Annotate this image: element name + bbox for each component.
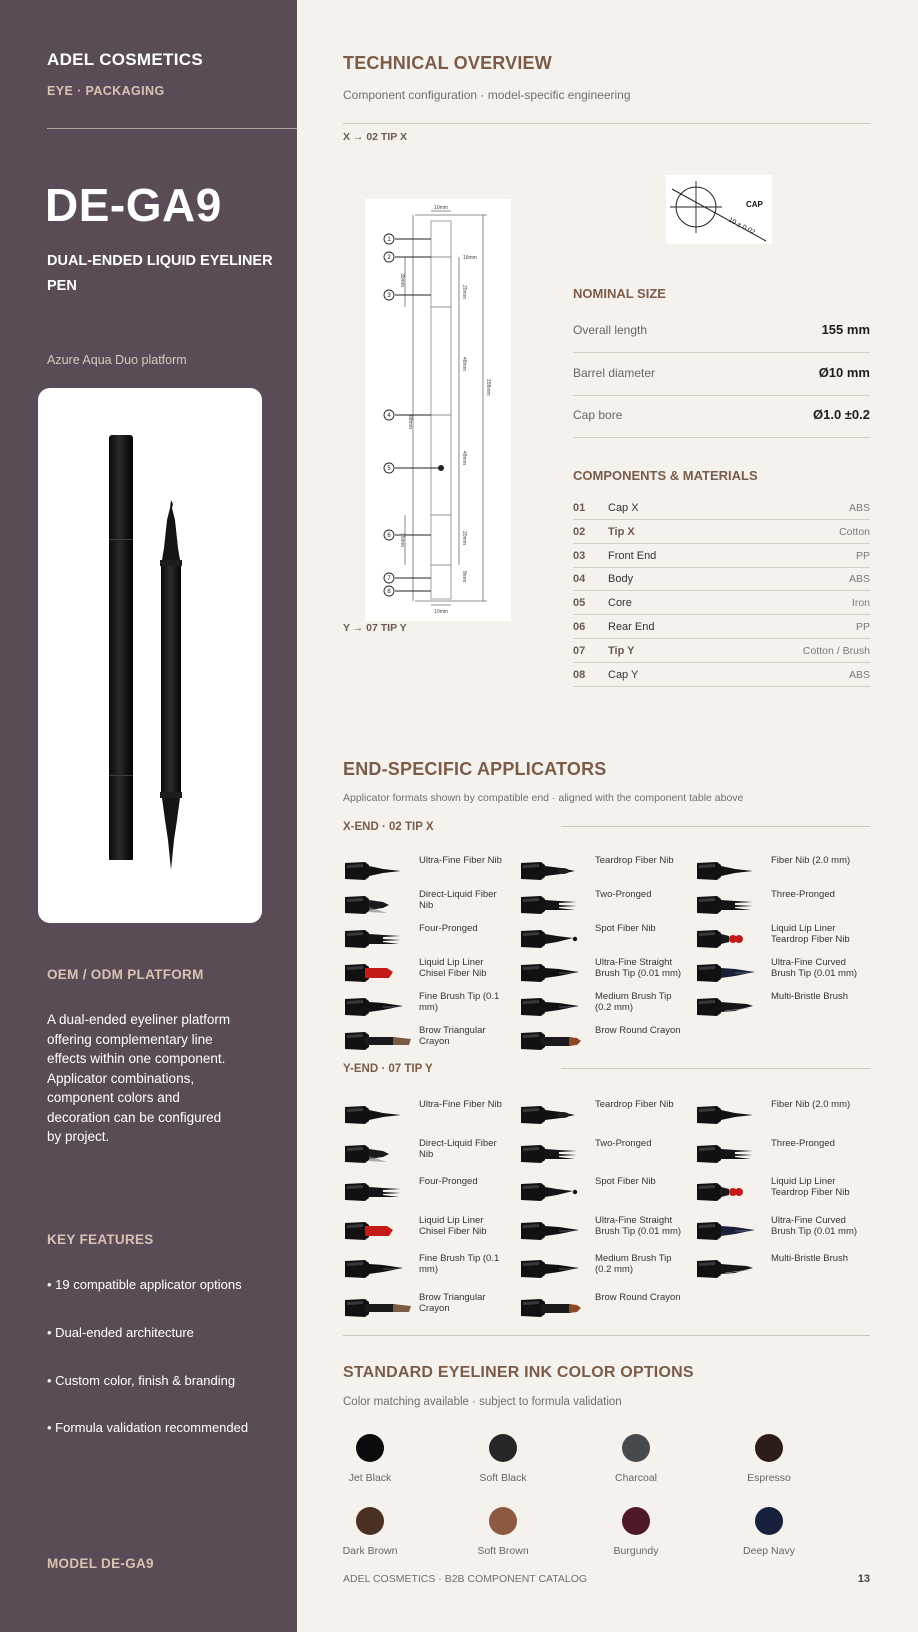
applicator-label: Multi-Bristle Brush [771,1253,849,1265]
applicator-option [519,1213,694,1247]
component-row [573,567,870,591]
applicator-label: Ultra-Fine Straight Brush Tip (0.01 mm) [595,1214,682,1237]
applicator-option [343,1097,518,1131]
swatch-name: Charcoal [614,1472,658,1484]
applicator-tip-icon [519,1296,589,1320]
brand-name: ADEL COSMETICS [47,50,203,69]
applicator-option [519,1174,694,1208]
svg-text:8mm: 8mm [461,571,467,583]
component-name: Tip X [608,525,635,538]
swatch-name: Soft Black [479,1472,527,1484]
spec-label: Cap bore [573,408,623,422]
applicator-tip-icon [519,1257,589,1281]
svg-text:1: 1 [387,237,391,243]
applicator-tip-icon [519,1142,589,1166]
applicator-option [695,1174,870,1208]
color-swatch [714,1434,824,1494]
applicator-option [695,989,870,1023]
component-number: 06 [573,621,586,633]
applicator-option [519,921,694,955]
applicator-label: Three-Pronged [771,889,835,900]
applicator-label: Spot Fiber Nib [595,1176,656,1188]
x-end-label: X-END · 02 TIP X [343,821,434,833]
component-material: ABS [848,502,870,514]
applicator-tip-icon [343,961,413,985]
applicator-tip-icon [519,995,589,1019]
color-swatch [315,1434,425,1494]
applicators-subtitle: Applicator formats shown by compatible end · aligned with the component table above [343,792,744,804]
svg-text:7: 7 [387,576,391,582]
applicator-option [343,853,518,887]
svg-text:16mm: 16mm [463,255,477,261]
page-number: 13 [857,1573,870,1585]
component-name: Body [608,573,634,586]
component-row [573,615,870,639]
applicator-option [519,989,694,1023]
product-photo [38,388,262,923]
swatch-name: Dark Brown [342,1545,398,1557]
applicator-option [695,1136,870,1170]
technical-drawing [365,199,511,621]
component-number: 02 [573,525,586,538]
svg-text:35mm: 35mm [399,533,405,547]
swatch-name: Espresso [747,1472,791,1484]
applicator-option [695,1097,870,1131]
component-material: ABS [848,573,870,586]
nominal-size-title: NOMINAL SIZE [573,286,666,301]
applicator-option [519,1251,694,1285]
applicator-option [343,1251,518,1285]
color-swatch [448,1434,558,1494]
svg-text:4: 4 [387,413,391,419]
svg-text:6: 6 [387,533,391,539]
swatch-dot [755,1507,783,1535]
applicator-tip-icon [695,1219,765,1243]
applicator-label: Liquid Lip Liner Teardrop Fiber Nib [771,1176,850,1199]
component-row [573,496,870,520]
applicator-tip-icon [343,1103,413,1127]
applicator-option [519,1097,694,1131]
color-swatch [581,1434,691,1494]
applicator-label: Liquid Lip Liner Chisel Fiber Nib [419,1214,487,1237]
applicator-option [519,1136,694,1170]
applicator-option [695,887,870,921]
colors-subtitle: Color matching available · subject to formula validation [343,1396,622,1408]
applicator-tip-icon [695,1103,765,1127]
divider [47,128,297,129]
applicator-label: Fine Brush Tip (0.1 mm) [419,991,500,1013]
component-row [573,591,870,615]
applicator-option [343,1136,518,1170]
applicator-label: Liquid Lip Liner Chisel Fiber Nib [419,957,487,979]
component-row [573,663,870,687]
tech-subtitle: Component configuration · model-specific engineering [343,88,631,102]
spec-label: Barrel diameter [573,366,656,380]
applicator-tip-icon [343,893,413,917]
color-swatch [315,1507,425,1567]
applicator-label: Direct-Liquid Fiber Nib [419,1137,497,1160]
spec-value: 155 mm [821,322,870,337]
color-swatch [581,1507,691,1567]
applicator-label: Four-Pronged [419,1176,478,1188]
applicator-label: Ultra-Fine Straight Brush Tip (0.01 mm) [595,957,682,979]
sidebar [0,0,297,1632]
component-material: Cotton / Brush [802,644,870,657]
applicator-tip-icon [519,1219,589,1243]
component-number: 07 [573,644,586,657]
applicator-label: Brow Round Crayon [595,1292,681,1303]
swatch-dot [356,1434,384,1462]
svg-text:2: 2 [387,255,391,261]
component-name: Core [608,597,632,610]
applicator-option [695,853,870,887]
applicator-tip-icon [343,1142,413,1166]
applicator-tip-icon [695,1257,765,1281]
divider [343,1335,870,1336]
swatch-name: Jet Black [348,1472,392,1484]
divider [561,826,870,827]
key-feature-item: • Dual-ended architecture [47,1325,194,1340]
applicator-option [343,1023,518,1057]
component-name: Cap Y [608,668,639,681]
svg-text:10mm: 10mm [434,205,448,211]
applicator-label: Liquid Lip Liner Teardrop Fiber Nib [771,923,850,945]
applicator-option [519,955,694,989]
components-title: COMPONENTS & MATERIALS [573,468,758,483]
svg-text:8: 8 [387,589,391,595]
color-swatch [714,1507,824,1567]
svg-text:10 ± 0.02: 10 ± 0.02 [727,216,757,237]
svg-text:48mm: 48mm [461,357,467,371]
swatch-name: Burgundy [613,1545,659,1557]
svg-text:20mm: 20mm [461,531,467,545]
applicator-label: Ultra-Fine Curved Brush Tip (0.01 mm) [771,957,858,979]
applicator-tip-icon [343,1219,413,1243]
svg-text:35mm: 35mm [399,273,405,287]
applicator-option [343,955,518,989]
applicator-option [695,955,870,989]
svg-text:88mm: 88mm [407,415,413,429]
swatch-dot [622,1507,650,1535]
key-feature-item: • Custom color, finish & branding [47,1373,236,1388]
applicator-option [519,853,694,887]
applicator-label: Ultra-Fine Fiber Nib [419,855,502,866]
svg-text:48mm: 48mm [461,451,467,465]
applicator-label: Brow Triangular Crayon [419,1025,486,1047]
component-material: PP [855,621,870,633]
swatch-name: Soft Brown [477,1545,529,1557]
applicator-tip-icon [519,961,589,985]
spec-row [573,311,870,353]
applicator-option [343,1174,518,1208]
svg-text:10mm: 10mm [434,609,448,615]
key-feature-item: • 19 compatible applicator options [47,1277,242,1292]
applicator-tip-icon [519,1103,589,1127]
product-name: DUAL-ENDED LIQUID EYELINER PEN [47,253,273,294]
pen-open-image [156,500,186,870]
swatch-dot [622,1434,650,1462]
oem-description: A dual-ended eyeliner platform offering complementary line effects within one component. Applicator combinations, component colors and decoration can be configured by project. [47,1012,231,1144]
applicator-label: Two-Pronged [595,889,652,900]
color-swatch [448,1507,558,1567]
applicator-label: Medium Brush Tip (0.2 mm) [595,991,672,1013]
applicator-tip-icon [343,1180,413,1204]
applicator-label: Teardrop Fiber Nib [595,1099,674,1110]
applicator-label: Brow Round Crayon [595,1025,681,1036]
end-y-label: Y → 07 TIP Y [343,622,407,634]
applicator-tip-icon [695,893,765,917]
applicator-label: Ultra-Fine Fiber Nib [419,1099,502,1110]
applicator-label: Teardrop Fiber Nib [595,855,674,866]
spec-row [573,396,870,438]
svg-text:158mm: 158mm [485,379,491,396]
component-number: 08 [573,668,586,681]
applicator-tip-icon [343,995,413,1019]
oem-title: OEM / ODM PLATFORM [47,967,204,982]
applicator-tip-icon [343,1257,413,1281]
applicator-label: Fine Brush Tip (0.1 mm) [419,1253,500,1276]
svg-text:3: 3 [387,293,391,299]
applicator-tip-icon [519,1180,589,1204]
applicators-title: END-SPECIFIC APPLICATORS [343,759,607,779]
y-end-label: Y-END · 07 TIP Y [343,1063,433,1075]
applicator-label: Two-Pronged [595,1137,652,1149]
applicator-tip-icon [343,1296,413,1320]
applicator-tip-icon [695,1180,765,1204]
applicator-tip-icon [519,893,589,917]
spec-value: Ø1.0 ±0.2 [812,407,870,422]
applicator-option [343,1213,518,1247]
applicator-label: Four-Pronged [419,923,478,934]
applicator-option [695,921,870,955]
svg-text:20mm: 20mm [461,285,467,299]
applicator-option [519,1023,694,1057]
component-name: Rear End [608,621,655,633]
swatch-name: Deep Navy [743,1545,795,1557]
applicator-tip-icon [519,859,589,883]
component-number: 01 [573,502,586,514]
component-name: Cap X [608,502,639,514]
end-x-label: X → 02 TIP X [343,131,407,143]
colors-title: STANDARD EYELINER INK COLOR OPTIONS [343,1364,694,1381]
applicator-label: Ultra-Fine Curved Brush Tip (0.01 mm) [771,1214,858,1237]
applicator-tip-icon [695,859,765,883]
applicator-tip-icon [695,995,765,1019]
applicator-tip-icon [519,1029,589,1053]
component-row [573,520,870,544]
applicator-option [695,1251,870,1285]
applicator-tip-icon [519,927,589,951]
applicator-tip-icon [695,961,765,985]
applicator-option [695,1213,870,1247]
component-number: 04 [573,573,586,586]
applicator-tip-icon [695,1142,765,1166]
component-name: Front End [608,549,657,562]
component-material: Iron [851,597,870,610]
component-number: 03 [573,549,586,562]
platform-name: Azure Aqua Duo platform [47,353,187,367]
component-number: 05 [573,597,586,610]
component-material: ABS [848,668,870,681]
applicator-label: Three-Pronged [771,1137,835,1149]
svg-text:CAP: CAP [746,200,763,209]
key-feature-item: • Formula validation recommended [47,1420,249,1435]
applicator-option [343,887,518,921]
component-row [573,544,870,568]
spec-value: Ø10 mm [818,365,870,380]
applicator-option [343,989,518,1023]
spec-row [573,354,870,396]
svg-text:5: 5 [387,466,391,472]
applicator-label: Medium Brush Tip (0.2 mm) [595,1253,672,1276]
key-features-title: KEY FEATURES [47,1232,154,1247]
applicator-option [343,1290,518,1324]
applicator-label: Fiber Nib (2.0 mm) [771,1099,851,1110]
applicator-label: Fiber Nib (2.0 mm) [771,855,851,866]
applicator-tip-icon [343,927,413,951]
divider [343,123,870,124]
model-footer: MODEL DE-GA9 [47,1556,154,1571]
tech-title: TECHNICAL OVERVIEW [343,53,552,73]
component-name: Tip Y [608,644,635,657]
catalog-footer: ADEL COSMETICS · B2B COMPONENT CATALOG [343,1573,588,1585]
applicator-option [519,887,694,921]
swatch-dot [356,1507,384,1535]
swatch-dot [755,1434,783,1462]
applicator-tip-icon [695,927,765,951]
model-code: DE-GA9 [45,179,222,231]
applicator-tip-icon [343,859,413,883]
component-material: PP [855,549,870,562]
applicator-label: Spot Fiber Nib [595,923,656,934]
swatch-dot [489,1507,517,1535]
swatch-dot [489,1434,517,1462]
spec-label: Overall length [573,323,648,337]
applicator-label: Brow Triangular Crayon [419,1292,486,1314]
applicator-label: Direct-Liquid Fiber Nib [419,889,497,911]
pen-closed-image [109,435,133,860]
applicator-option [519,1290,694,1324]
component-row [573,639,870,663]
cap-detail-drawing [666,175,772,244]
component-material: Cotton [839,525,870,538]
applicator-option [343,921,518,955]
applicator-label: Multi-Bristle Brush [771,991,849,1002]
category-label: EYE · PACKAGING [47,84,165,98]
applicator-tip-icon [343,1029,413,1053]
divider [561,1068,870,1069]
